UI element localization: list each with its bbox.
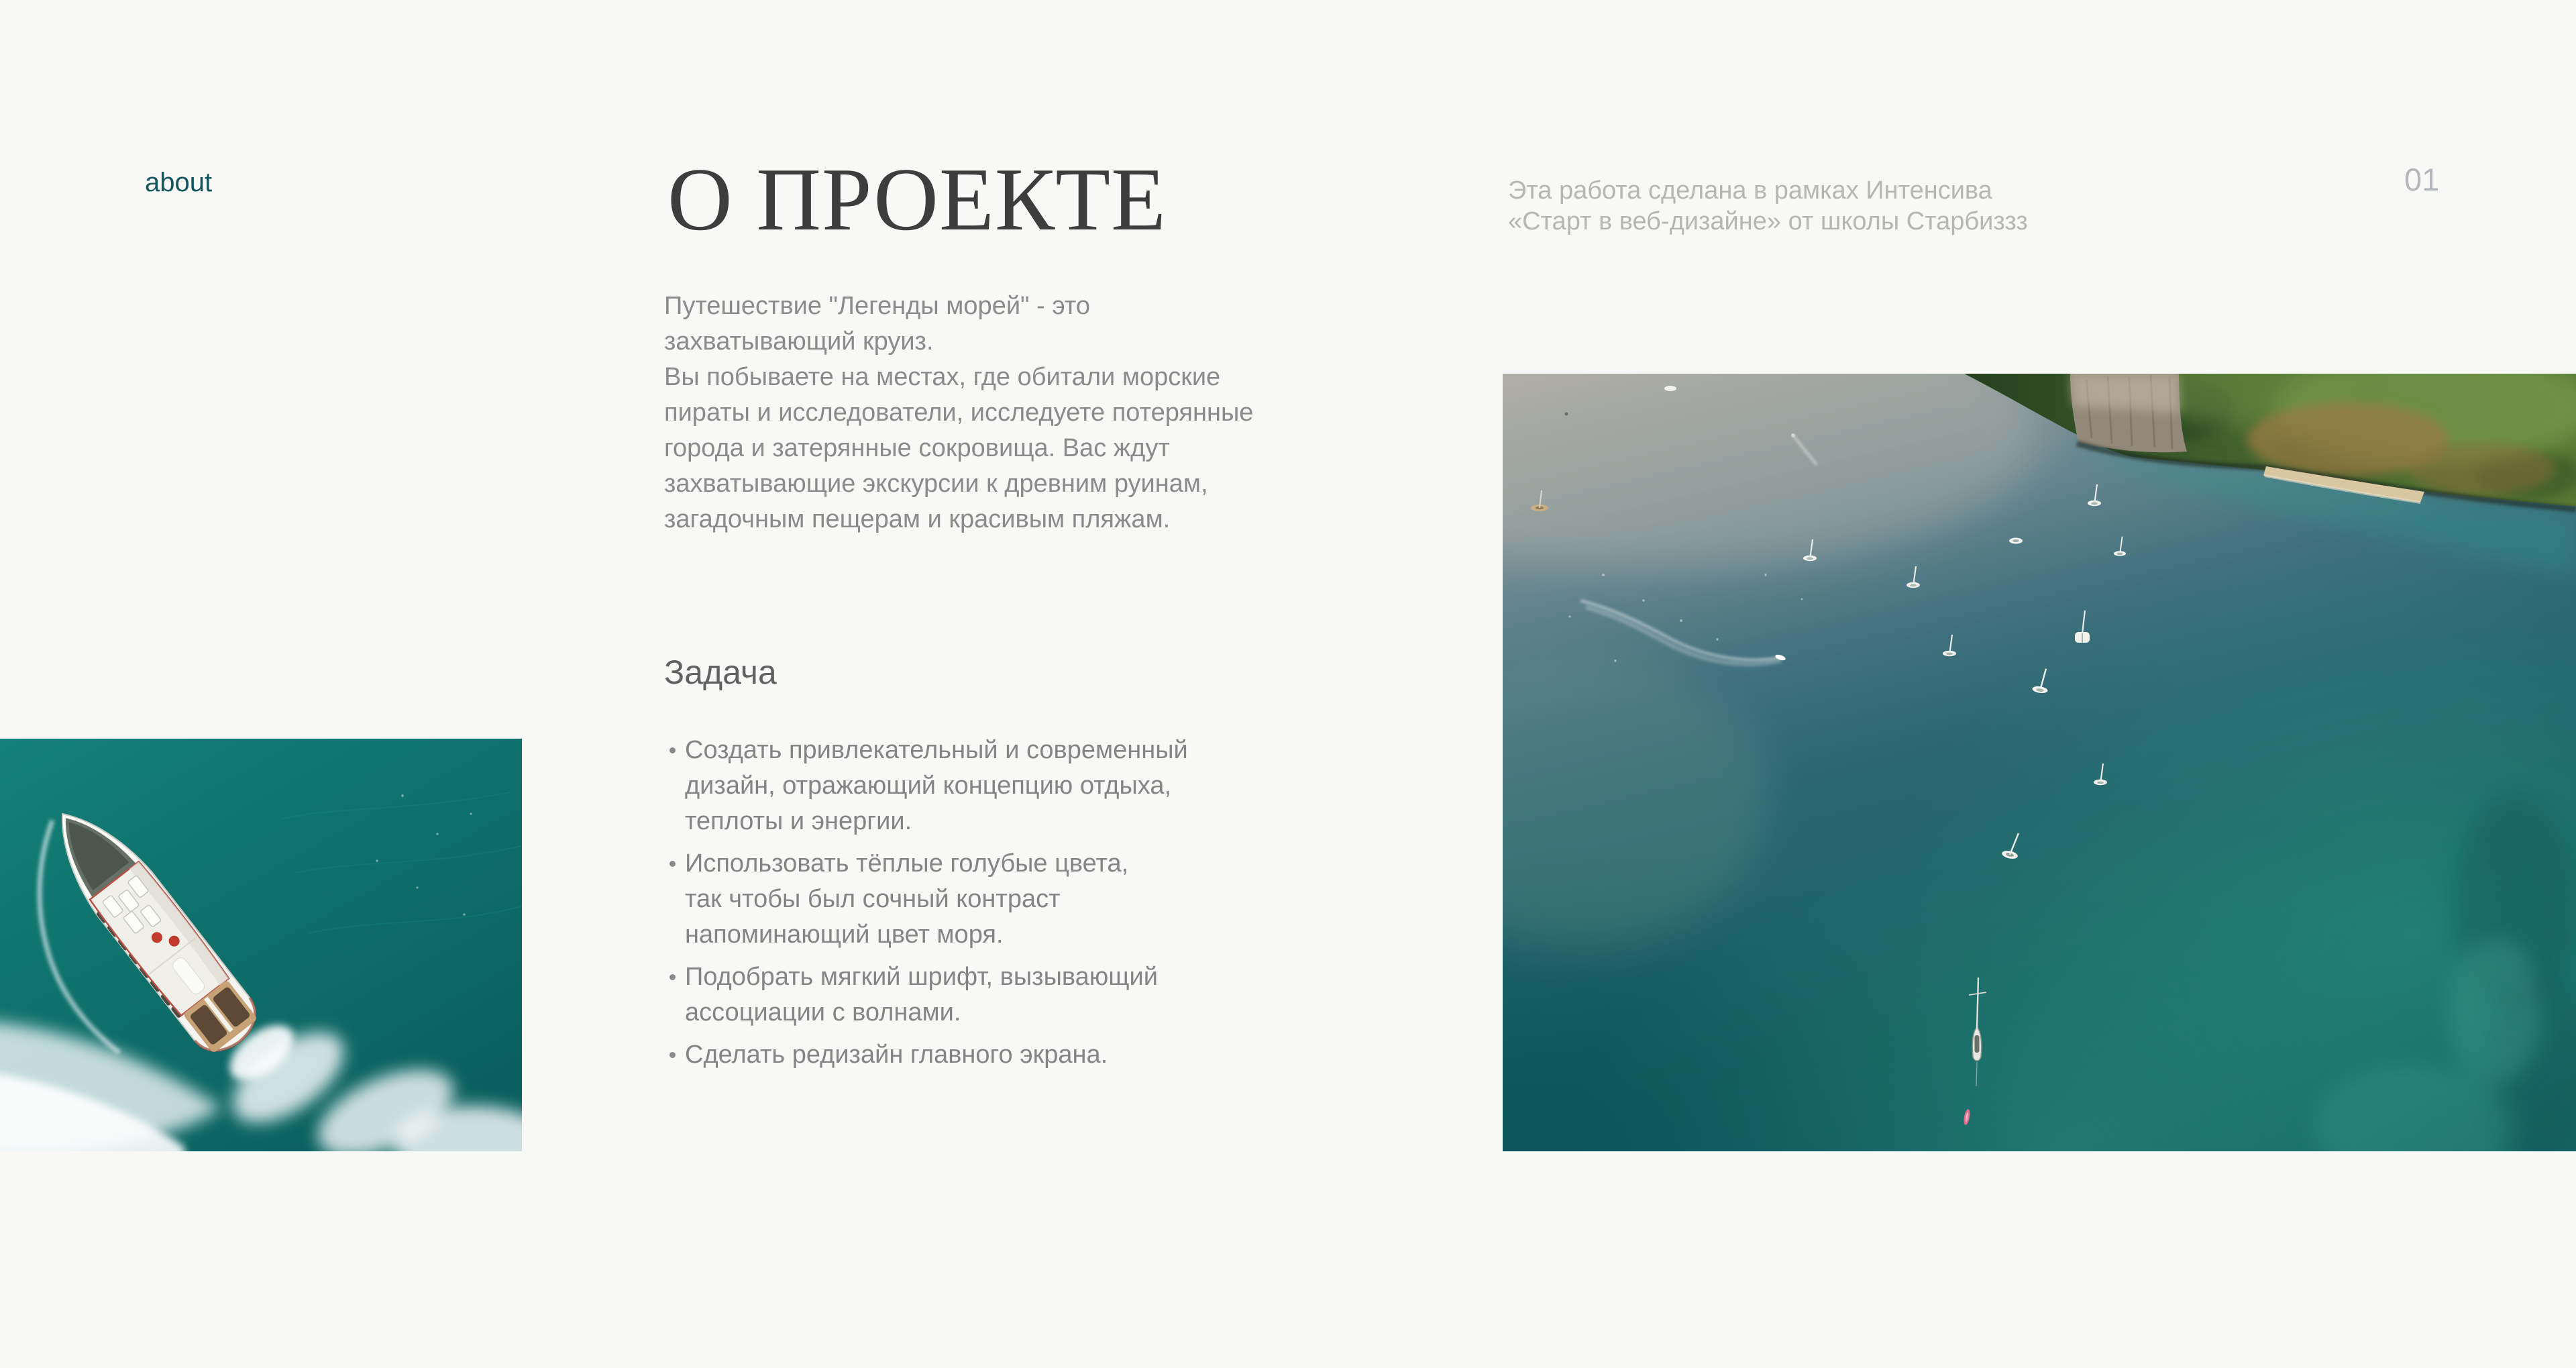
page-number: 01 bbox=[2404, 162, 2440, 197]
boat-aerial-photo bbox=[0, 739, 522, 1151]
task-item: Использовать тёплые голубые цвета, так чтобы был сочный контраст напоминающий цвет моря. bbox=[664, 846, 1281, 953]
bay-aerial-photo bbox=[1503, 374, 2576, 1151]
task-item: Сделать редизайн главного экрана. bbox=[664, 1037, 1281, 1073]
bird-speck bbox=[1565, 413, 1568, 416]
page-title: О ПРОЕКТЕ bbox=[667, 150, 1167, 249]
task-item: Создать привлекательный и современный дизайн, отражающий концепцию отдыха, теплоты и энергии. bbox=[664, 733, 1281, 839]
nav-about-link[interactable]: about bbox=[145, 168, 213, 197]
intro-paragraph: Путешествие "Легенды морей" - это захватывающий круиз. Вы побываете на местах, где обитали морские пираты и исследователи, исследуете потерянные города и затерянные сокровища. Вас ждут захватывающие экскурсии к древним руинам, загадочным пещерам и красивым пляжам. bbox=[664, 292, 1254, 533]
tasks-list bbox=[664, 733, 1281, 1080]
credit-note: Эта работа сделана в рамках Интенсива «Старт в веб-дизайне» от школы Старбиззз bbox=[1508, 176, 2028, 235]
task-item: Подобрать мягкий шрифт, вызывающий ассоциации с волнами. bbox=[664, 959, 1281, 1031]
tasks-heading: Задача bbox=[664, 653, 777, 691]
